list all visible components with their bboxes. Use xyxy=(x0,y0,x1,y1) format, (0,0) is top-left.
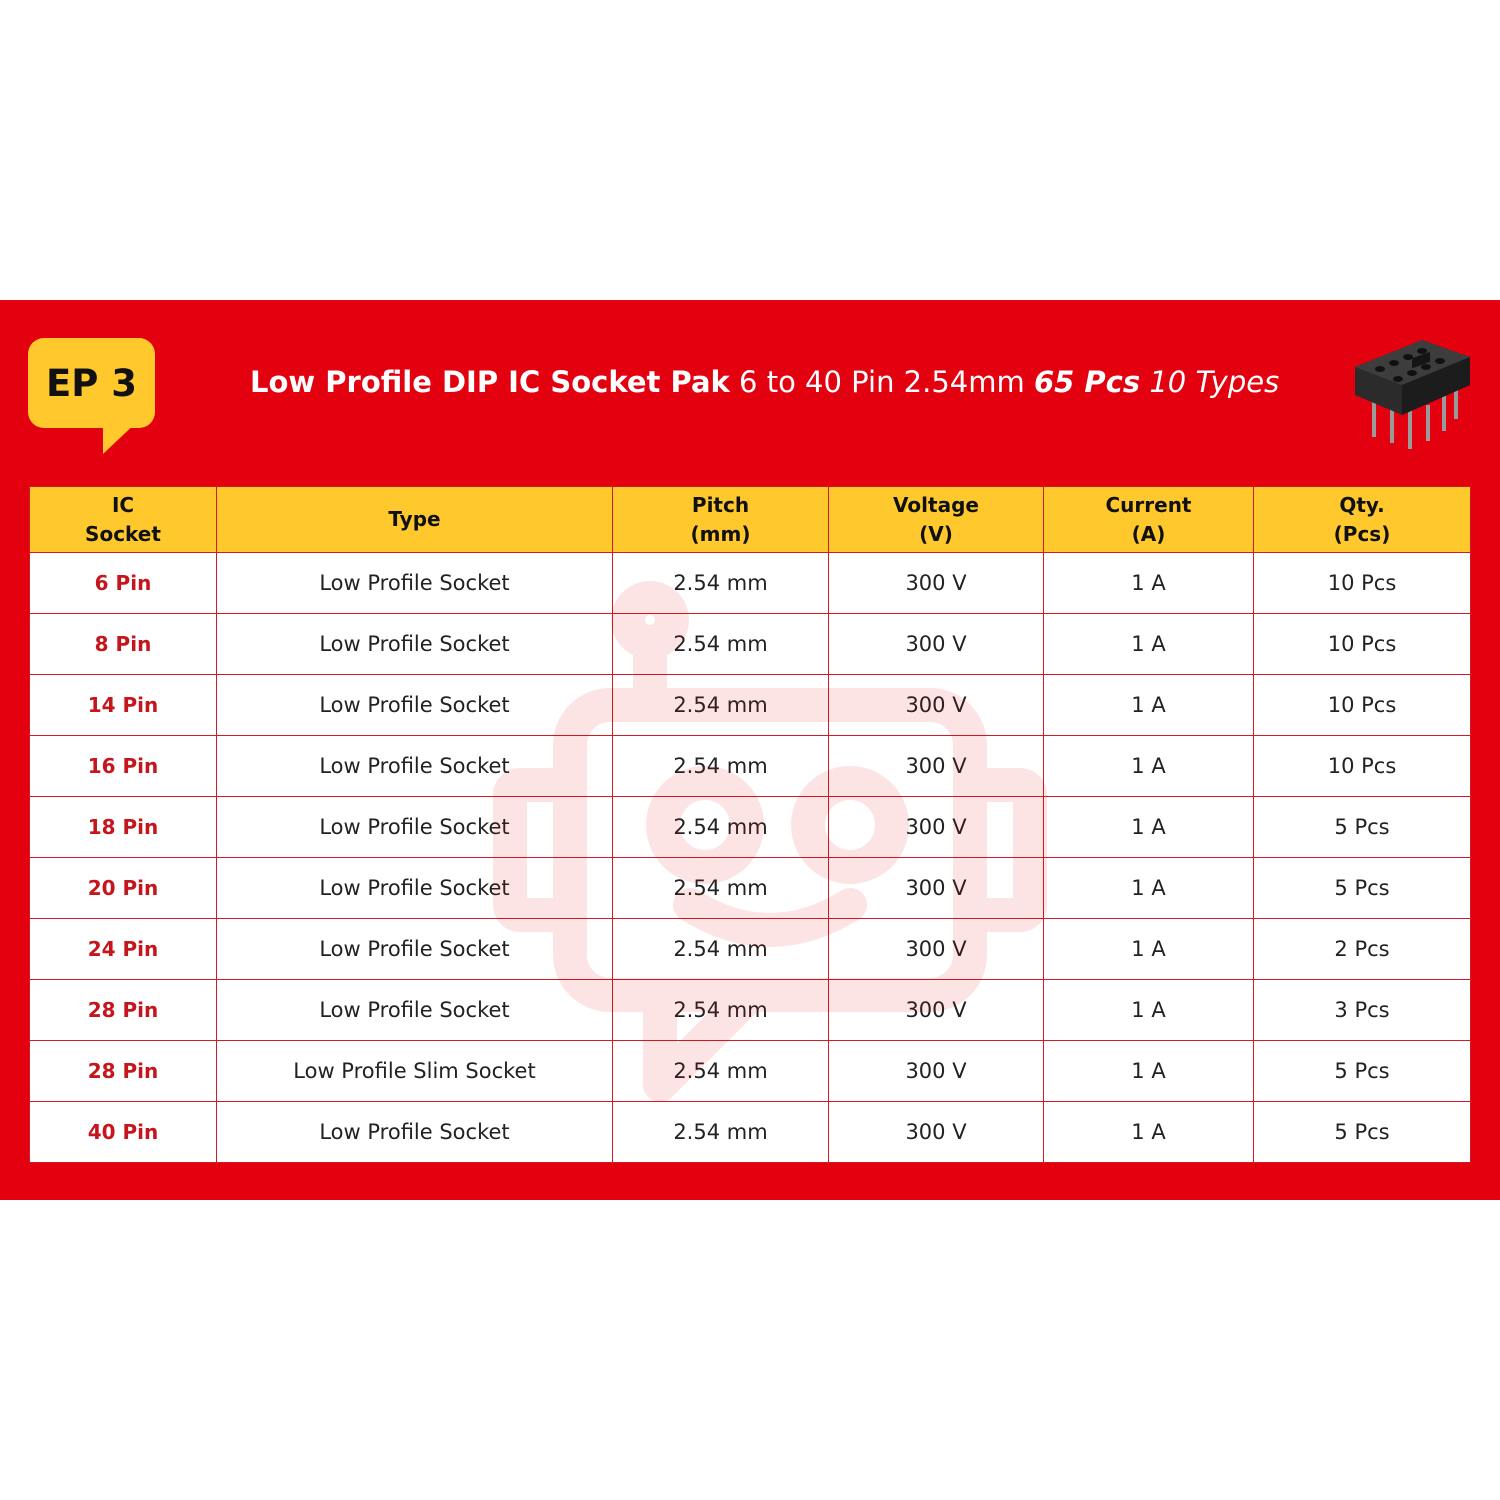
cell-current: 1 A xyxy=(1044,614,1254,675)
cell-voltage: 300 V xyxy=(829,1102,1044,1163)
badge-tail-shape xyxy=(103,420,139,454)
table-row xyxy=(30,858,1471,919)
cell-ic-socket: 40 Pin xyxy=(30,1102,217,1163)
table-row xyxy=(30,736,1471,797)
cell-voltage: 300 V xyxy=(829,858,1044,919)
cell-voltage: 300 V xyxy=(829,919,1044,980)
cell-voltage: 300 V xyxy=(829,675,1044,736)
cell-current: 1 A xyxy=(1044,553,1254,614)
cell-voltage: 300 V xyxy=(829,1041,1044,1102)
header-current: Current (A) xyxy=(1044,487,1254,553)
cell-qty: 5 Pcs xyxy=(1254,797,1471,858)
cell-qty: 10 Pcs xyxy=(1254,675,1471,736)
cell-type: Low Profile Slim Socket xyxy=(217,1041,613,1102)
cell-qty: 5 Pcs xyxy=(1254,1102,1471,1163)
cell-voltage: 300 V xyxy=(829,980,1044,1041)
title-product-name: Low Profile DIP IC Socket Pak xyxy=(250,365,730,399)
table-row xyxy=(30,1041,1471,1102)
cell-current: 1 A xyxy=(1044,797,1254,858)
cell-qty: 5 Pcs xyxy=(1254,1041,1471,1102)
table-row xyxy=(30,553,1471,614)
cell-voltage: 300 V xyxy=(829,614,1044,675)
cell-type: Low Profile Socket xyxy=(217,553,613,614)
cell-ic-socket: 8 Pin xyxy=(30,614,217,675)
cell-current: 1 A xyxy=(1044,919,1254,980)
dip-socket-icon xyxy=(1350,335,1475,450)
cell-pitch: 2.54 mm xyxy=(613,614,829,675)
spec-table-wrapper xyxy=(29,486,1470,1162)
cell-ic-socket: 24 Pin xyxy=(30,919,217,980)
cell-type: Low Profile Socket xyxy=(217,858,613,919)
table-row xyxy=(30,797,1471,858)
header-ic-socket: IC Socket xyxy=(30,487,217,553)
cell-current: 1 A xyxy=(1044,980,1254,1041)
cell-current: 1 A xyxy=(1044,858,1254,919)
table-header-row xyxy=(30,487,1471,553)
cell-type: Low Profile Socket xyxy=(217,1102,613,1163)
cell-ic-socket: 18 Pin xyxy=(30,797,217,858)
cell-pitch: 2.54 mm xyxy=(613,919,829,980)
header-qty: Qty. (Pcs) xyxy=(1254,487,1471,553)
cell-qty: 10 Pcs xyxy=(1254,553,1471,614)
table-row xyxy=(30,980,1471,1041)
cell-pitch: 2.54 mm xyxy=(613,858,829,919)
cell-type: Low Profile Socket xyxy=(217,614,613,675)
cell-pitch: 2.54 mm xyxy=(613,1102,829,1163)
cell-current: 1 A xyxy=(1044,675,1254,736)
cell-ic-socket: 6 Pin xyxy=(30,553,217,614)
cell-pitch: 2.54 mm xyxy=(613,675,829,736)
cell-type: Low Profile Socket xyxy=(217,736,613,797)
cell-pitch: 2.54 mm xyxy=(613,553,829,614)
title-types: 10 Types xyxy=(1149,365,1280,399)
cell-type: Low Profile Socket xyxy=(217,675,613,736)
cell-qty: 10 Pcs xyxy=(1254,614,1471,675)
cell-ic-socket: 14 Pin xyxy=(30,675,217,736)
cell-voltage: 300 V xyxy=(829,797,1044,858)
cell-pitch: 2.54 mm xyxy=(613,797,829,858)
header-pitch: Pitch (mm) xyxy=(613,487,829,553)
table-row xyxy=(30,675,1471,736)
cell-qty: 2 Pcs xyxy=(1254,919,1471,980)
cell-pitch: 2.54 mm xyxy=(613,736,829,797)
table-row xyxy=(30,919,1471,980)
table-row xyxy=(30,1102,1471,1163)
cell-qty: 3 Pcs xyxy=(1254,980,1471,1041)
header-type: Type xyxy=(217,487,613,553)
cell-ic-socket: 16 Pin xyxy=(30,736,217,797)
cell-type: Low Profile Socket xyxy=(217,919,613,980)
cell-type: Low Profile Socket xyxy=(217,980,613,1041)
cell-ic-socket: 20 Pin xyxy=(30,858,217,919)
cell-pitch: 2.54 mm xyxy=(613,980,829,1041)
cell-current: 1 A xyxy=(1044,1102,1254,1163)
table-row xyxy=(30,614,1471,675)
title-range: 6 to 40 Pin 2.54mm xyxy=(739,365,1025,399)
cell-voltage: 300 V xyxy=(829,736,1044,797)
cell-qty: 10 Pcs xyxy=(1254,736,1471,797)
cell-ic-socket: 28 Pin xyxy=(30,1041,217,1102)
cell-qty: 5 Pcs xyxy=(1254,858,1471,919)
header-voltage: Voltage (V) xyxy=(829,487,1044,553)
cell-voltage: 300 V xyxy=(829,553,1044,614)
cell-type: Low Profile Socket xyxy=(217,797,613,858)
spec-table xyxy=(29,486,1471,1163)
title-count: 65 Pcs xyxy=(1033,365,1141,399)
cell-pitch: 2.54 mm xyxy=(613,1041,829,1102)
cell-current: 1 A xyxy=(1044,1041,1254,1102)
cell-ic-socket: 28 Pin xyxy=(30,980,217,1041)
page-title xyxy=(250,360,1310,404)
cell-current: 1 A xyxy=(1044,736,1254,797)
episode-badge-label: EP 3 xyxy=(45,361,138,405)
episode-badge xyxy=(28,338,155,428)
